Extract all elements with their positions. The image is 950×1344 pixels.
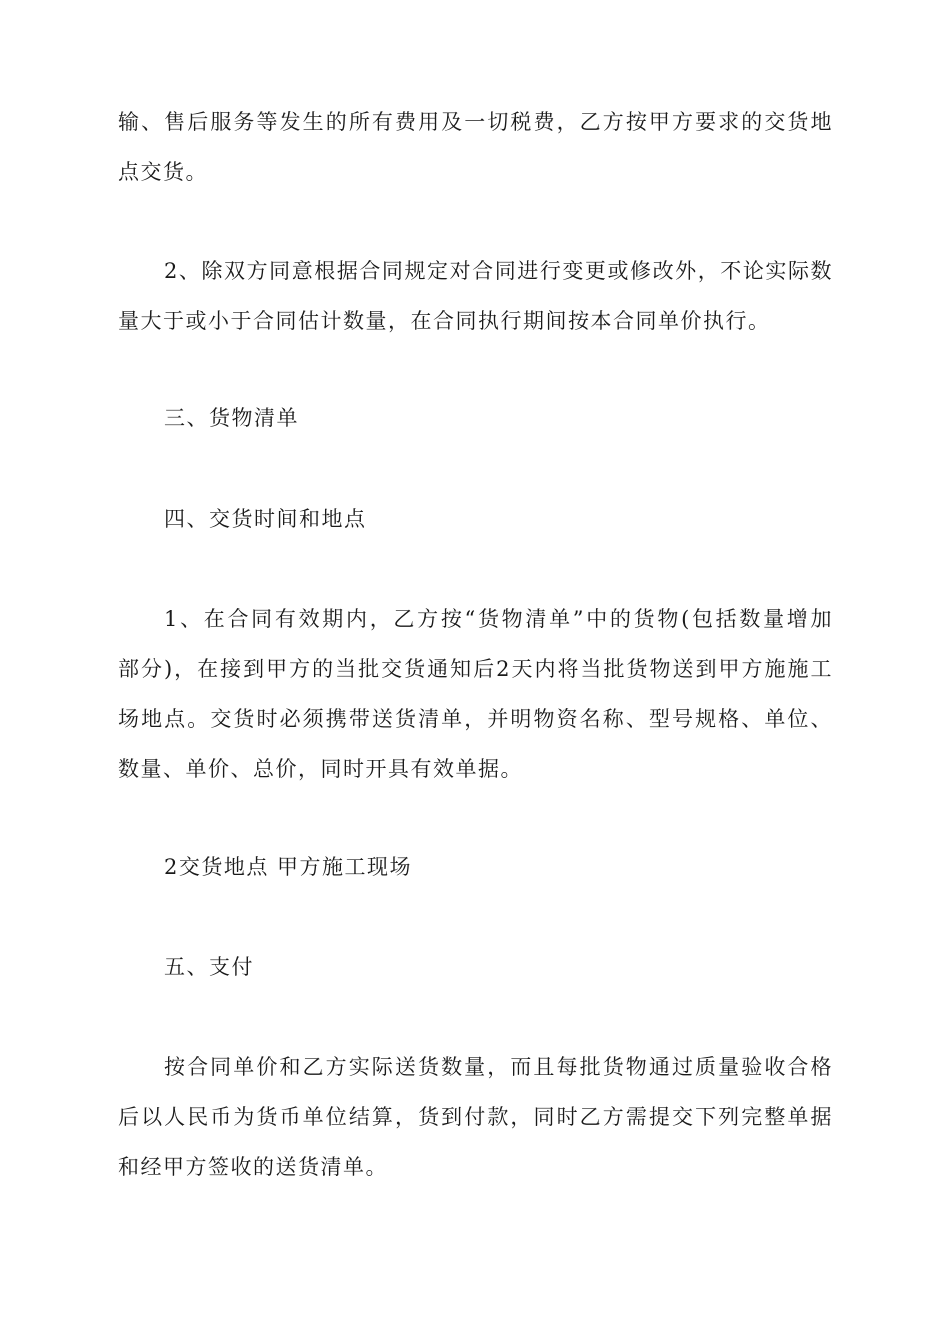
paragraph-line: 1、在合同有效期内，乙方按“货物清单”中的货物(包括数量增加 [164,607,833,631]
paragraph-line: 点交货。 [118,160,208,184]
paragraph-line: 数量、单价、总价，同时开具有效单据。 [118,757,523,781]
paragraph-line: 按合同单价和乙方实际送货数量，而且每批货物通过质量验收合格 [164,1055,833,1079]
paragraph-line: 输、售后服务等发生的所有费用及一切税费，乙方按甲方要求的交货地 [118,110,833,134]
section-heading-goods-list: 三、货物清单 [164,406,299,430]
paragraph-line: 量大于或小于合同估计数量，在合同执行期间按本合同单价执行。 [118,309,771,333]
paragraph-delivery-location: 2交货地点 甲方施工现场 [164,855,413,879]
section-heading-delivery: 四、交货时间和地点 [164,507,367,531]
section-heading-payment: 五、支付 [164,955,254,979]
paragraph-delivery-terms [118,594,833,794]
paragraph-payment-terms [118,1042,833,1192]
paragraph-unit-price [118,246,833,346]
paragraph-line: 后以人民币为货币单位结算，货到付款，同时乙方需提交下列完整单据 [118,1105,833,1129]
paragraph-line: 和经甲方签收的送货清单。 [118,1155,388,1179]
paragraph-line: 2、除双方同意根据合同规定对合同进行变更或修改外，不论实际数 [164,259,833,283]
paragraph-line: 部分)，在接到甲方的当批交货通知后2天内将当批货物送到甲方施施工 [118,657,833,681]
paragraph-fees [118,97,833,197]
paragraph-line: 场地点。交货时必须携带送货清单，并明物资名称、型号规格、单位、 [118,707,833,731]
